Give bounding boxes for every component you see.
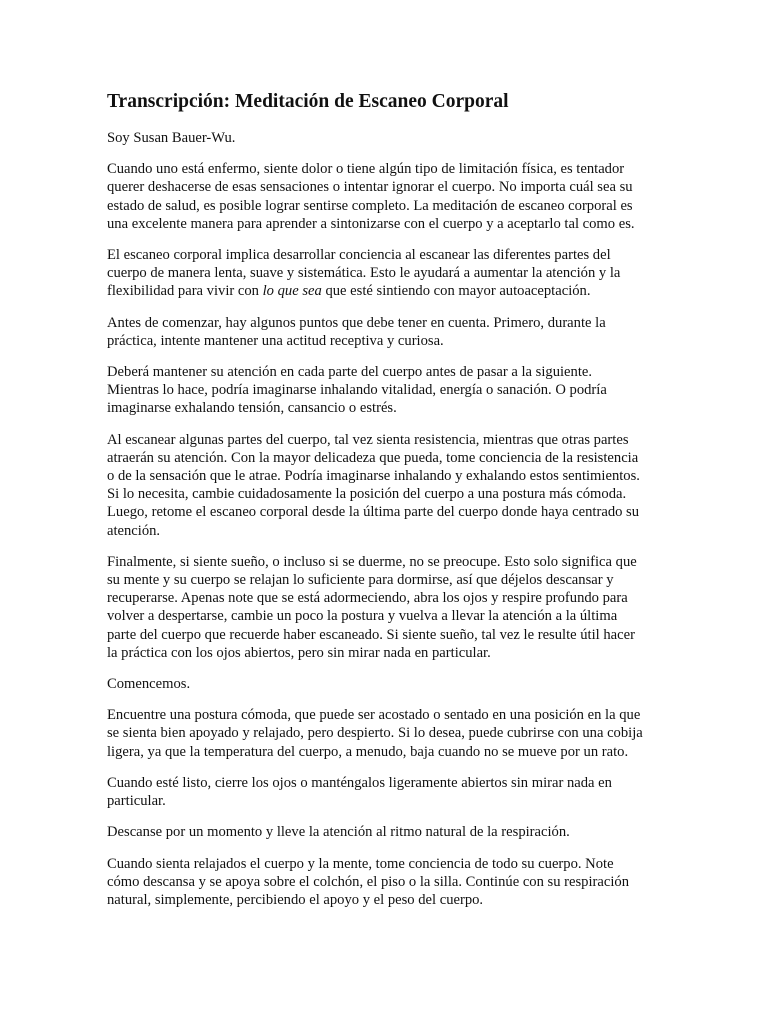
text-line: Al escanear algunas partes del cuerpo, tal vez sienta resistencia, mientras que otras partes [107, 431, 629, 448]
text-line: Deberá mantener su atención en cada parte del cuerpo antes de pasar a la siguiente. [107, 364, 593, 381]
text-line: Finalmente, si siente sueño, o incluso si se duerme, no se preocupe. Esto solo significa que [107, 553, 637, 570]
text-line: volver a despertarse, cambie un poco la postura y vuelva a llevar la atención a la última [107, 608, 618, 625]
text-line: atención. [107, 522, 161, 539]
paragraph [107, 314, 667, 350]
text-run: flexibilidad para vivir con [107, 283, 263, 300]
text-line: cuerpo de manera lenta, suave y sistemática. Esto le ayudará a aumentar la atención y la [107, 265, 621, 282]
paragraph [107, 246, 667, 301]
paragraph [107, 774, 667, 810]
paragraph [107, 675, 667, 693]
text-line: Luego, retome el escaneo corporal desde la última parte del cuerpo donde haya centrado su [107, 504, 640, 521]
text-line: ligera, ya que la temperatura del cuerpo, a menudo, baja cuando no se mueve por un rato. [107, 743, 629, 760]
paragraph [107, 431, 667, 540]
text-line: Descanse por un momento y lleve la atención al ritmo natural de la respiración. [107, 824, 570, 841]
document-title: Transcripción: Meditación de Escaneo Corporal [107, 91, 509, 112]
document-page [107, 90, 667, 922]
text-line [107, 282, 667, 300]
paragraph [107, 160, 667, 233]
text-line: práctica, intente mantener una actitud receptiva y curiosa. [107, 332, 444, 349]
paragraph [107, 706, 667, 761]
text-line: Si lo necesita, cambie cuidadosamente la posición del cuerpo a una postura más cómoda. [107, 486, 627, 503]
text-line: Encuentre una postura cómoda, que puede ser acostado o sentado en una posición en la que [107, 707, 641, 724]
text-line: imaginarse exhalando tensión, cansancio o estrés. [107, 400, 397, 417]
italic-phrase: lo que sea [262, 283, 322, 300]
text-line: Cuando sienta relajados el cuerpo y la mente, tome conciencia de todo su cuerpo. Note [107, 855, 614, 872]
text-line: recuperarse. Apenas note que se está adormeciendo, abra los ojos y respire profundo para [107, 590, 628, 607]
text-line: se sienta bien apoyado y relajado, pero despierto. Si lo desea, puede cubrirse con una cobija [107, 725, 643, 742]
text-line: natural, simplemente, percibiendo el apoyo y el peso del cuerpo. [107, 891, 484, 908]
paragraph-intro [107, 129, 667, 147]
text-run: que esté sintiendo con mayor autoaceptación. [321, 283, 591, 300]
paragraph [107, 553, 667, 662]
text-line: El escaneo corporal implica desarrollar conciencia al escanear las diferentes partes del [107, 247, 611, 264]
text-line: particular. [107, 793, 166, 810]
text-line: Cuando uno está enfermo, siente dolor o tiene algún tipo de limitación física, es tentador [107, 161, 625, 178]
paragraph [107, 855, 667, 910]
text-line: atraerán su atención. Con la mayor delicadeza que pueda, tome conciencia de la resistencia [107, 449, 639, 466]
text-line: Soy Susan Bauer-Wu. [107, 130, 236, 146]
text-line: su mente y su cuerpo se relajan lo suficiente para dormirse, así que déjelos descansar y [107, 572, 614, 589]
paragraph [107, 823, 667, 841]
text-line: Cuando esté listo, cierre los ojos o manténgalos ligeramente abiertos sin mirar nada en [107, 774, 612, 791]
text-line: la práctica con los ojos abiertos, pero sin mirar nada en particular. [107, 644, 491, 661]
text-line: cómo descansa y se apoya sobre el colchón, el piso o la silla. Continúe con su respiración [107, 873, 629, 890]
text-line: Antes de comenzar, hay algunos puntos que debe tener en cuenta. Primero, durante la [107, 314, 606, 331]
text-line: querer deshacerse de esas sensaciones o intentar ignorar el cuerpo. No importa cuál sea su [107, 179, 633, 196]
text-line: Comencemos. [107, 676, 191, 693]
text-line: parte del cuerpo que recuerde haber escaneado. Si siente sueño, tal vez le resulte útil hacer [107, 626, 635, 643]
paragraph [107, 363, 667, 418]
text-line: estado de salud, es posible lograr sentirse completo. La meditación de escaneo corporal es [107, 197, 633, 214]
text-line: una excelente manera para aprender a sintonizarse con el cuerpo y a aceptarlo tal como es. [107, 215, 635, 232]
text-line: Mientras lo hace, podría imaginarse inhalando vitalidad, energía o sanación. O podría [107, 382, 607, 399]
text-line: o de la sensación que le atrae. Podría imaginarse inhalando y exhalando estos sentimientos. [107, 468, 640, 485]
